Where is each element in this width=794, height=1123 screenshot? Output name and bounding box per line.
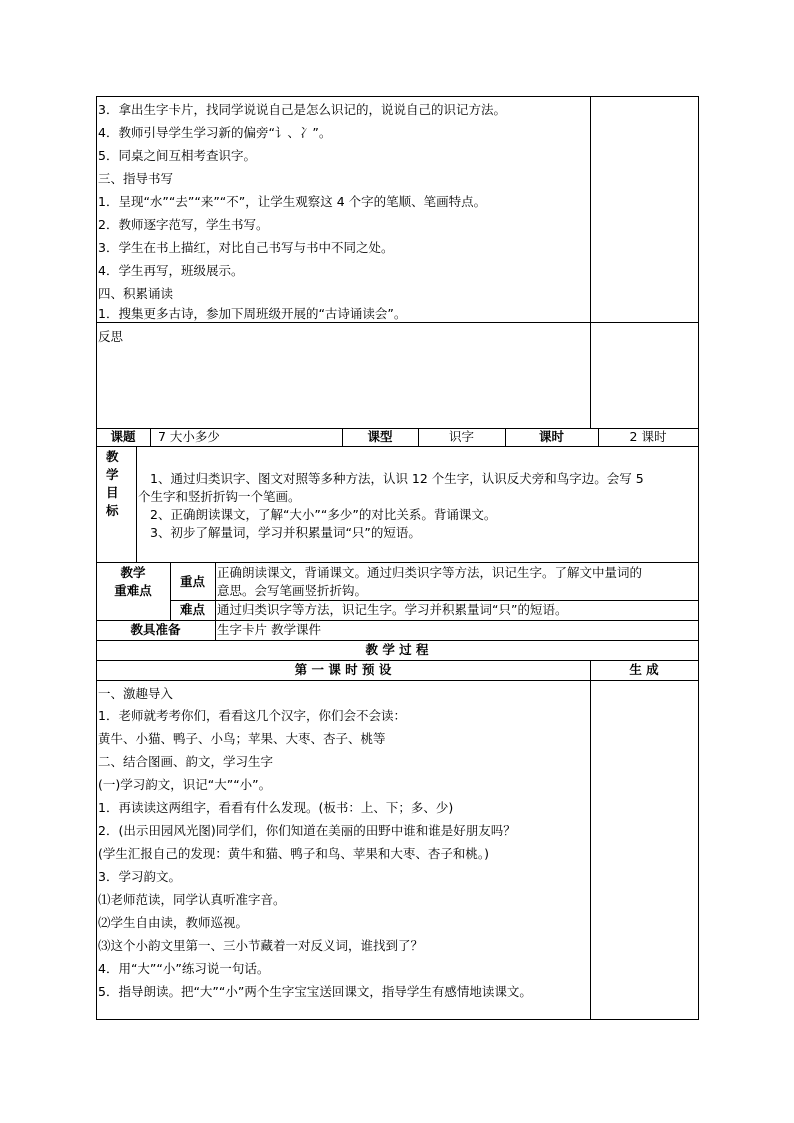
tools-value: 生字卡片 教学课件	[217, 622, 321, 637]
lesson-title-value: 7 大小多少	[158, 429, 220, 444]
key-point-label: 重点	[179, 574, 205, 589]
process-heading: 教 学 过 程	[365, 642, 429, 657]
step-line: 1．搜集更多古诗，参加下周班级开展的“古诗诵读会”。	[98, 306, 407, 321]
step-line: 3．学习韵文。	[98, 869, 181, 884]
generate-heading: 生 成	[629, 662, 659, 677]
step-line: 3．拿出生字卡片，找同学说说自己是怎么识记的，说说自己的识记方法。	[98, 102, 506, 117]
goals-label: 学	[106, 467, 119, 482]
step-line: 1．呈现“水”“去”“来”“不”，让学生观察这 4 个字的笔顺、笔画特点。	[98, 194, 487, 209]
step-line: 5．指导朗读。把“大”“小”两个生字宝宝送回课文，指导学生有感情地读课文。	[98, 984, 532, 999]
step-line: ⑶这个小韵文里第一、三小节藏着一对反义词，谁找到了？	[98, 938, 424, 953]
section-heading: 三、指导书写	[98, 171, 174, 186]
goal-line: 2、正确朗读课文，了解“大小”“多少”的对比关系。背诵课文。	[150, 507, 497, 522]
key-point-text: 意思。会写笔画竖折折钩。	[217, 583, 368, 598]
tools-label: 教具准备	[130, 622, 181, 637]
difficult-point-label: 难点	[179, 602, 205, 617]
key-point-text: 正确朗读课文，背诵课文。通过归类识字等方法，识记生字。了解文中量词的	[217, 565, 643, 580]
step-line: 1．再读读这两组字，看看有什么发现。(板书：上、下；多、少)	[98, 800, 454, 815]
lesson-type-label: 课型	[367, 429, 393, 444]
goal-line: 3、初步了解量词，学习并积累量词“只”的短语。	[150, 525, 421, 540]
goal-line: 个生字和竖折折钩一个笔画。	[138, 489, 301, 504]
lesson-title-label: 课题	[110, 429, 136, 444]
step-line: 4．教师引导学生学习新的偏旁“讠、冫”。	[98, 125, 332, 140]
step-line: ⑴老师范读，同学认真听准字音。	[98, 892, 286, 907]
reflection-label: 反思	[98, 329, 124, 344]
section-heading: 一、激趣导入	[98, 686, 174, 701]
lesson-type-value: 识字	[448, 429, 474, 444]
period-heading: 第 一 课 时 预 设	[294, 662, 392, 677]
goals-label: 目	[106, 485, 119, 500]
step-line: (学生汇报自己的发现：黄牛和猫、鸭子和鸟、苹果和大枣、杏子和桃。)	[98, 846, 490, 861]
step-line: 3．学生在书上描红，对比自己书写与书中不同之处。	[98, 240, 394, 255]
goals-label: 标	[106, 503, 119, 518]
step-line: 2．教师逐字范写，学生书写。	[98, 217, 269, 232]
goal-line: 1、通过归类识字、图文对照等多种方法，认识 12 个生字，认识反犬旁和鸟字边。会写 5	[150, 471, 644, 486]
step-line: 黄牛、小猫、鸭子、小鸟；苹果、大枣、杏子、桃等	[98, 731, 386, 746]
step-line: (一)学习韵文，识记“大”“小”。	[98, 777, 272, 792]
keypoints-label: 教学	[120, 565, 146, 580]
goals-label: 教	[106, 449, 119, 464]
lesson-hours-label: 课时	[538, 429, 564, 444]
section-heading: 四、积累诵读	[98, 286, 174, 301]
step-line: 4．学生再写，班级展示。	[98, 263, 244, 278]
difficult-point-text: 通过归类识字等方法，识记生字。学习并积累量词“只”的短语。	[217, 602, 568, 617]
step-line: ⑵学生自由读，教师巡视。	[98, 915, 249, 930]
step-line: 4．用“大”“小”练习说一句话。	[98, 961, 270, 976]
section-heading: 二、结合图画、韵文，学习生字	[98, 754, 274, 769]
lesson-hours-value: 2 课时	[629, 429, 667, 444]
keypoints-label: 重难点	[114, 583, 152, 598]
step-line: 2．(出示田园风光图)同学们，你们知道在美丽的田野中谁和谁是好朋友吗？	[98, 823, 516, 838]
step-line: 1．老师就考考你们，看看这几个汉字，你们会不会读：	[98, 708, 406, 723]
step-line: 5．同桌之间互相考查识字。	[98, 148, 256, 163]
